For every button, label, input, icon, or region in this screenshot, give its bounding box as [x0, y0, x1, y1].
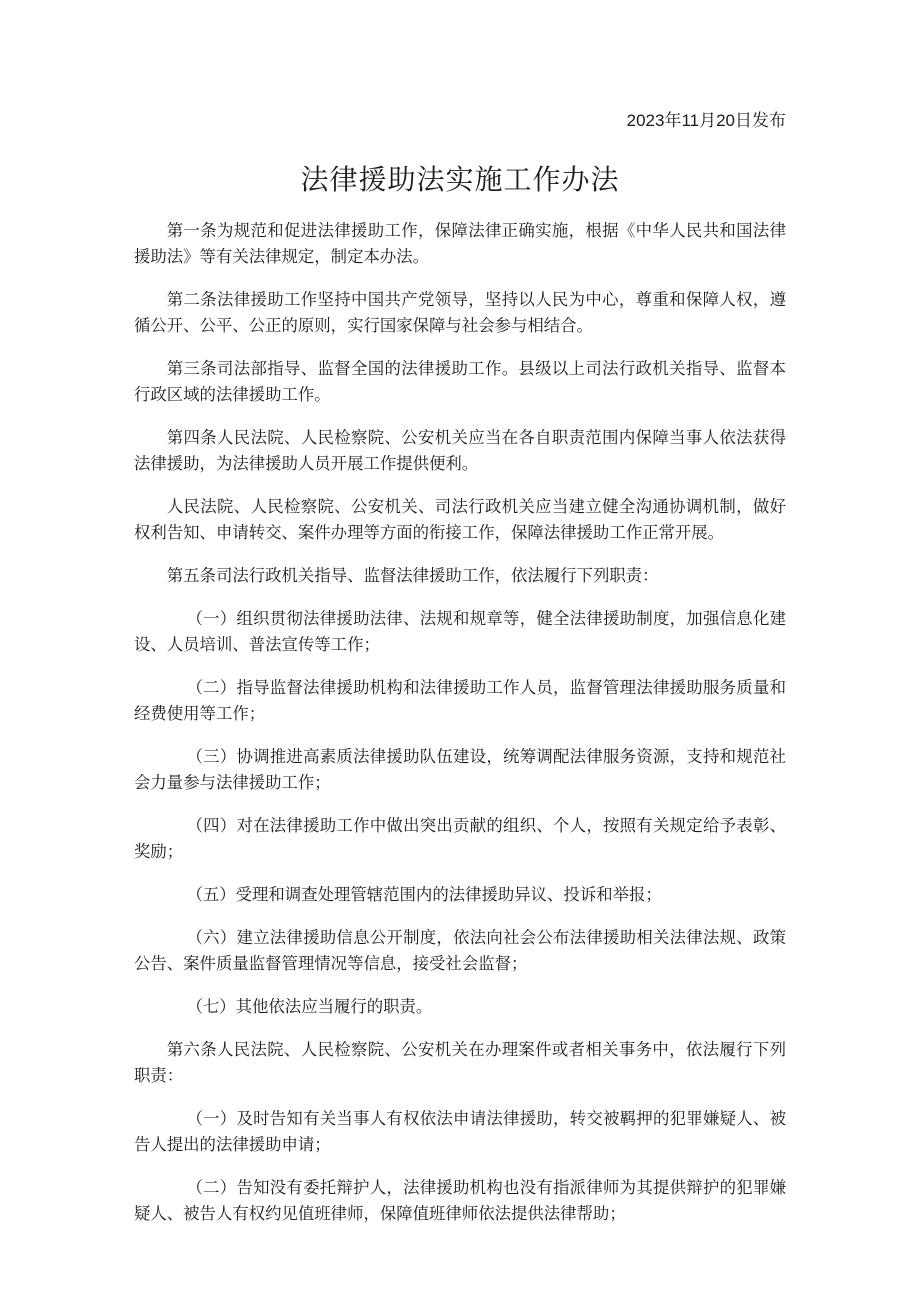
article-1: 第一条为规范和促进法律援助工作，保障法律正确实施，根据《中华人民共和国法律援助法》等有关法律规定，制定本办法。: [134, 221, 786, 266]
article-6: 第六条人民法院、人民检察院、公安机关在办理案件或者相关事务中，依法履行下列职责：: [134, 1040, 786, 1085]
article-5-item-2: （二）指导监督法律援助机构和法律援助工作人员，监督管理法律援助服务质量和经费使用等工作；: [134, 678, 786, 723]
article-5: 第五条司法行政机关指导、监督法律援助工作，依法履行下列职责：: [166, 566, 659, 585]
article-5-item-5: （五）受理和调查处理管辖范围内的法律援助异议、投诉和举报；: [186, 885, 662, 904]
article-6-item-2: （二）告知没有委托辩护人，法律援助机构也没有指派律师为其提供辩护的犯罪嫌疑人、被告人有权约见值班律师，保障值班律师依法提供法律帮助；: [134, 1178, 786, 1223]
article-5-item-6: （六）建立法律援助信息公开制度，依法向社会公布法律援助相关法律法规、政策公告、案件质量监督管理情况等信息，接受社会监督；: [134, 928, 786, 973]
article-6-item-1: （一）及时告知有关当事人有权依法申请法律援助，转交被羁押的犯罪嫌疑人、被告人提出的法律援助申请；: [134, 1109, 786, 1154]
article-3: 第三条司法部指导、监督全国的法律援助工作。县级以上司法行政机关指导、监督本行政区域的法律援助工作。: [134, 359, 786, 404]
article-5-item-3: （三）协调推进高素质法律援助队伍建设，统筹调配法律服务资源，支持和规范社会力量参与法律援助工作；: [134, 747, 786, 792]
article-4: 第四条人民法院、人民检察院、公安机关应当在各自职责范围内保障当事人依法获得法律援助，为法律援助人员开展工作提供便利。: [134, 428, 786, 473]
document-title: 法律援助法实施工作办法: [300, 163, 620, 196]
article-5-item-1: （一）组织贯彻法律援助法律、法规和规章等，健全法律援助制度，加强信息化建设、人员培训、普法宣传等工作；: [134, 609, 786, 654]
article-5-item-4: （四）对在法律援助工作中做出突出贡献的组织、个人，按照有关规定给予表彰、奖励；: [134, 816, 786, 861]
publish-date: 2023年11月20日发布: [626, 111, 786, 130]
article-4-paragraph-2: 人民法院、人民检察院、公安机关、司法行政机关应当建立健全沟通协调机制，做好权利告知、申请转交、案件办理等方面的衔接工作，保障法律援助工作正常开展。: [134, 497, 786, 542]
article-2: 第二条法律援助工作坚持中国共产党领导，坚持以人民为中心，尊重和保障人权，遵循公开、公平、公正的原则，实行国家保障与社会参与相结合。: [134, 290, 786, 335]
document-body: [134, 218, 786, 1244]
article-5-item-7: （七）其他依法应当履行的职责。: [186, 997, 433, 1016]
